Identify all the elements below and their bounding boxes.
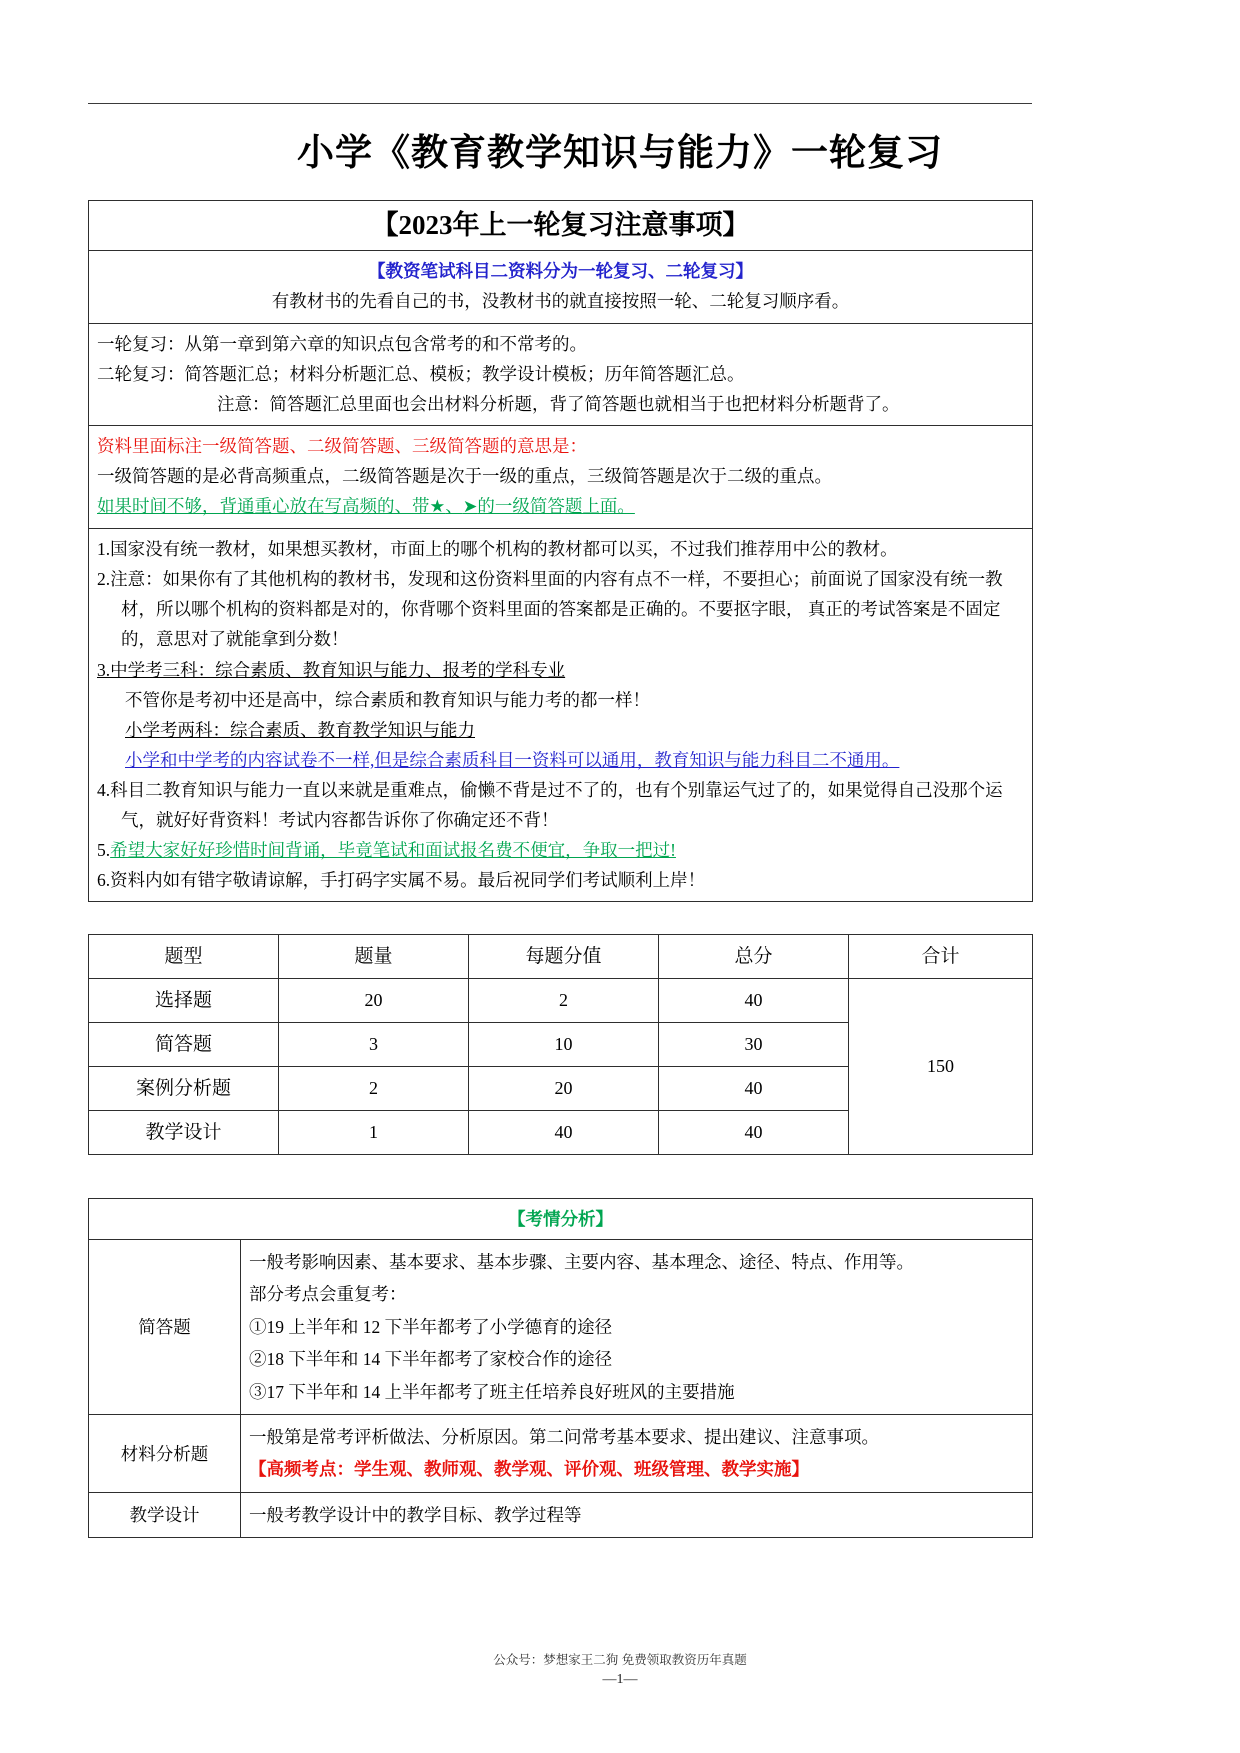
- analysis-row-0-line-4: ③17 下半年和 14 上半年都考了班主任培养良好班风的主要措施: [249, 1381, 735, 1402]
- exam-row-2-per: 20: [469, 1067, 659, 1111]
- level-green-part-b: 、: [445, 496, 463, 517]
- notice-item-5-text: 希望大家好好珍惜时间背诵，毕竟笔试和面试报名费不便宜，争取一把过!: [110, 840, 676, 861]
- notice-intro-black: 有教材书的先看自己的书，没教材书的就直接按照一轮、二轮复习顺序看。: [271, 291, 850, 312]
- page-title: 小学《教育教学知识与能力》一轮复习: [297, 133, 943, 174]
- exam-row-1-per: 10: [469, 1023, 659, 1067]
- exam-row-0-count: 20: [279, 979, 469, 1023]
- page-number: —1—: [602, 1672, 638, 1687]
- analysis-title-row: [89, 1199, 1033, 1240]
- notice-item-6: 6.资料内如有错字敬请谅解，手打码字实属不易。最后祝同学们考试顺利上岸！: [97, 870, 706, 891]
- notice-intro-row: [89, 251, 1033, 323]
- notice-level-black: 一级简答题的是必背高频重点，二级简答题是次于一级的重点，三级简答题是次于二级的重点。: [97, 465, 832, 486]
- notice-round1: 一轮复习：从第一章到第六章的知识点包含常考的和不常考的。: [97, 333, 587, 354]
- exam-header-type: 题型: [89, 935, 279, 979]
- notice-item-2: 2.注意：如果你有了其他机构的教材书，发现和这份资料里面的内容有点不一样，不要担心；前面说了国家没有统一教材，所以哪个机构的资料都是对的，你背哪个资料里面的答案都是正确的。不要抠字眼， 真正的考试答案是不固定的，意思对了就能拿到分数！: [97, 569, 1003, 650]
- exam-header-per: 每题分值: [469, 935, 659, 979]
- notice-intro-blue: 【教资笔试科目二资料分为一轮复习、二轮复习】: [368, 261, 753, 282]
- notice-item-5: [97, 835, 1024, 865]
- level-green-part-a: 如果时间不够，背通重心放在写高频的、带: [97, 496, 430, 517]
- analysis-row-1-line-0: 一般第是常考评析做法、分析原因。第二问常考基本要求、提出建议、注意事项。: [249, 1426, 879, 1447]
- notice-round2: 二轮复习：简答题汇总；材料分析题汇总、模板；教学设计模板；历年简答题汇总。: [97, 363, 745, 384]
- exam-row-3-per: 40: [469, 1111, 659, 1155]
- notice-round-note: 注意：简答题汇总里面也会出材料分析题，背了简答题也就相当于也把材料分析题背了。: [217, 393, 900, 414]
- table-row: [89, 979, 1033, 1023]
- arrow-right-icon: ➤: [462, 497, 478, 518]
- analysis-row-0-content: [241, 1240, 1033, 1415]
- notice-item-1: 1.国家没有统一教材，如果想买教材，市面上的哪个机构的教材都可以买，不过我们推荐用中公的教材。: [97, 539, 898, 560]
- analysis-row-0-line-3: ②18 下半年和 14 下半年都考了家校合作的途径: [249, 1349, 613, 1370]
- exam-row-2-type: 案例分析题: [89, 1067, 279, 1111]
- notice-item-3: 3.中学考三科：综合素质、教育知识与能力、报考的学科专业: [97, 659, 566, 680]
- exam-row-3-type: 教学设计: [89, 1111, 279, 1155]
- analysis-row-2-label: 教学设计: [89, 1492, 241, 1537]
- exam-row-0-per: 2: [469, 979, 659, 1023]
- notice-level-red: 资料里面标注一级简答题、二级简答题、三级简答题的意思是：: [97, 435, 587, 456]
- table-row: [89, 1414, 1033, 1492]
- notice-item-3-sub-2: 小学考两科：综合素质、教育教学知识与能力: [125, 719, 475, 740]
- exam-row-3-total: 40: [659, 1111, 849, 1155]
- analysis-title: 【考情分析】: [89, 1199, 1033, 1240]
- notice-heading: 【2023年上一轮复习注意事项】: [371, 210, 750, 240]
- notice-item-3-sub-1: 不管你是考初中还是高中，综合素质和教育知识与能力考的都一样！: [125, 689, 650, 710]
- analysis-row-1-highlight: 【高频考点：学生观、教师观、教学观、评价观、班级管理、教学实施】: [249, 1459, 809, 1480]
- exam-header-total: 总分: [659, 935, 849, 979]
- notice-heading-row: [89, 201, 1033, 251]
- analysis-row-0-line-0: 一般考影响因素、基本要求、基本步骤、主要内容、基本理念、途径、特点、作用等。: [249, 1252, 914, 1272]
- footer-promo: 公众号：梦想家王二狗 免费领取教资历年真题: [493, 1653, 747, 1667]
- analysis-row-2-line-0: 一般考教学设计中的教学目标、教学过程等: [249, 1504, 582, 1525]
- analysis-row-0-label: 简答题: [89, 1240, 241, 1415]
- header-rule: [88, 103, 1032, 104]
- analysis-row-0-line-2: ①19 上半年和 12 下半年都考了小学德育的途径: [249, 1316, 613, 1337]
- exam-row-2-count: 2: [279, 1067, 469, 1111]
- exam-header-count: 题量: [279, 935, 469, 979]
- analysis-row-1-label: 材料分析题: [89, 1414, 241, 1492]
- analysis-row-1-content: [241, 1414, 1033, 1492]
- level-green-part-c: 的一级简答题上面。: [477, 496, 635, 517]
- exam-grand-total: 150: [849, 979, 1033, 1155]
- exam-row-0-type: 选择题: [89, 979, 279, 1023]
- exam-row-3-count: 1: [279, 1111, 469, 1155]
- notice-items-row: [89, 529, 1033, 902]
- notice-box: [88, 200, 1033, 902]
- exam-row-1-total: 30: [659, 1023, 849, 1067]
- table-row: [89, 1492, 1033, 1537]
- exam-header-grandtotal: 合计: [849, 935, 1033, 979]
- notice-rounds-row: [89, 323, 1033, 425]
- notice-item-4: 4.科目二教育知识与能力一直以来就是重难点，偷懒不背是过不了的，也有个别靠运气过了的，如果觉得自己没那个运气，就好好背资料！考试内容都告诉你了你确定还不背！: [97, 779, 1003, 830]
- exam-row-1-count: 3: [279, 1023, 469, 1067]
- star-icon: ★: [429, 497, 446, 518]
- exam-row-0-total: 40: [659, 979, 849, 1023]
- exam-row-2-total: 40: [659, 1067, 849, 1111]
- notice-level-green: [97, 491, 1024, 522]
- notice-item-5-number: 5.: [97, 840, 111, 861]
- notice-item-3-sub-3: 小学和中学考的内容试卷不一样,但是综合素质科目一资料可以通用，教育知识与能力科目二不通用。: [125, 749, 900, 770]
- notice-levels-row: [89, 425, 1033, 528]
- exam-row-1-type: 简答题: [89, 1023, 279, 1067]
- exam-structure-table: [88, 934, 1033, 1155]
- analysis-row-2-content: [241, 1492, 1033, 1537]
- analysis-row-0-line-1: 部分考点会重复考：: [249, 1284, 407, 1305]
- analysis-table: [88, 1198, 1033, 1538]
- exam-table-header-row: [89, 935, 1033, 979]
- table-row: [89, 1240, 1033, 1415]
